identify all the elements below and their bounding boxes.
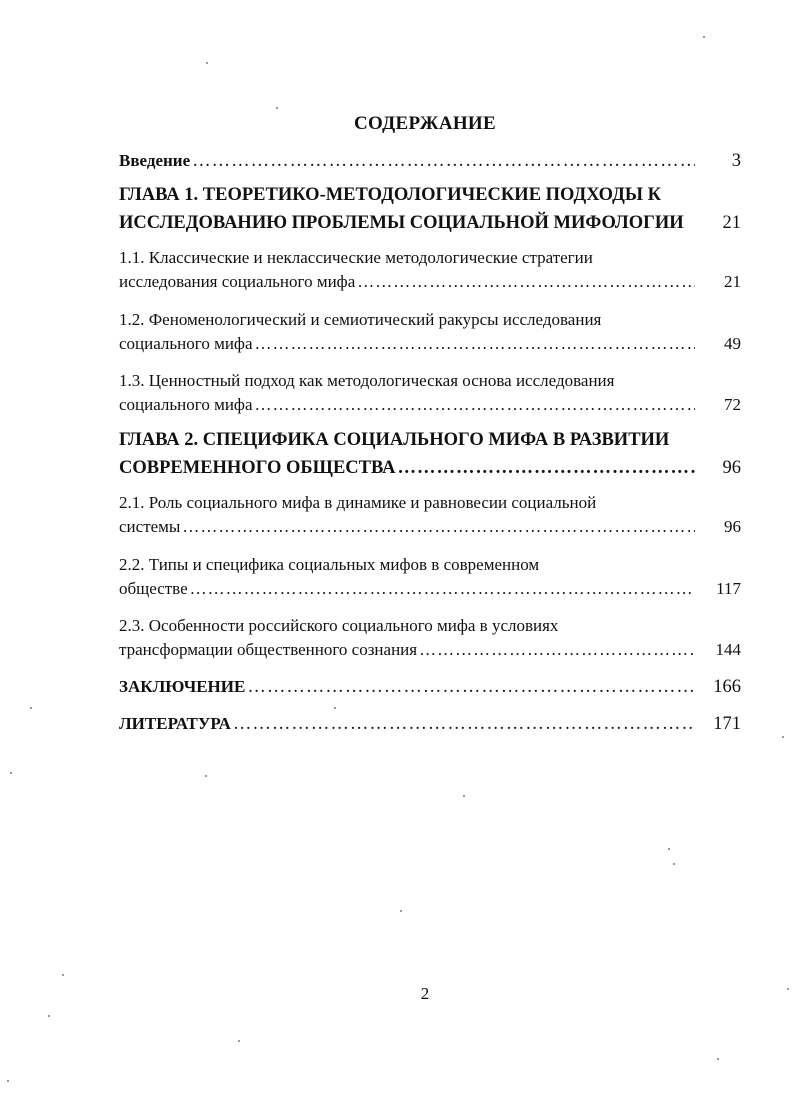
toc-entry-line: социального мифа (119, 395, 253, 414)
page-title: СОДЕРЖАНИЕ (354, 113, 496, 134)
toc-page-number: 171 (713, 714, 741, 734)
leader-dots (233, 710, 695, 738)
toc-entry-line: 2.2. Типы и специфика социальных мифов в современном (119, 555, 540, 574)
leader-dots (247, 673, 695, 701)
scan-speck (463, 795, 465, 797)
toc-entry-section-2-2[interactable] (119, 553, 741, 601)
toc-entry-label: ЛИТЕРАТУРА (119, 714, 231, 733)
toc-entry-line: СОВРЕМЕННОГО ОБЩЕСТВА (119, 458, 396, 478)
leader-dots (255, 393, 696, 417)
toc-page-number: 21 (724, 272, 741, 291)
leader-dots (398, 454, 695, 482)
toc-entry-line: системы (119, 517, 181, 536)
leader-dots (182, 515, 695, 539)
leader-dots (419, 638, 695, 662)
scan-speck (334, 707, 336, 709)
toc-entry-line: 2.3. Особенности российского социального мифа в условиях (119, 616, 559, 635)
toc-entry-line: ИССЛЕДОВАНИЮ ПРОБЛЕМЫ СОЦИАЛЬНОЙ МИФОЛОГИИ (119, 213, 684, 233)
toc-entry-chapter-2[interactable] (119, 426, 741, 482)
toc-entry-line: социального мифа (119, 334, 253, 353)
toc-entry-section-1-1[interactable] (119, 246, 741, 294)
toc-page-number: 144 (715, 640, 741, 659)
scan-speck (30, 707, 32, 709)
toc-page-number: 166 (713, 677, 741, 697)
toc-entry-line: обществе (119, 579, 188, 598)
toc-entry-line: 1.1. Классические и неклассические методологические стратегии (119, 248, 593, 267)
toc-entry-section-1-2[interactable] (119, 308, 741, 356)
scan-speck (206, 62, 208, 64)
toc-page-number: 117 (716, 579, 741, 598)
toc-page-number: 3 (731, 151, 741, 171)
toc-page-number: 96 (722, 458, 741, 478)
scan-speck (10, 772, 12, 774)
toc-entry-literature[interactable] (119, 710, 741, 738)
leader-dots (357, 270, 695, 294)
toc-entry-line: исследования социального мифа (119, 272, 356, 291)
scan-speck (717, 1058, 719, 1060)
leader-dots (190, 577, 695, 601)
scan-speck (787, 988, 789, 990)
scan-speck (782, 736, 784, 738)
scan-speck (62, 974, 64, 976)
toc-page-number: 49 (724, 334, 741, 353)
toc-entry-line: 1.3. Ценностный подход как методологическая основа исследования (119, 371, 615, 390)
toc-entry-section-2-1[interactable] (119, 491, 741, 539)
toc-page-number: 21 (722, 213, 741, 233)
scan-speck (48, 1015, 50, 1017)
toc-page-number: 96 (724, 517, 741, 536)
toc-entry-section-1-3[interactable] (119, 369, 741, 417)
scan-speck (205, 775, 207, 777)
toc-entry-line: трансформации общественного сознания (119, 640, 418, 659)
toc-entry-conclusion[interactable] (119, 673, 741, 701)
toc-entry-section-2-3[interactable] (119, 614, 741, 662)
toc-entry-label: ЗАКЛЮЧЕНИЕ (119, 677, 246, 696)
scan-speck (703, 36, 705, 38)
toc-entry-chapter-1[interactable] (119, 181, 741, 237)
scan-speck (238, 1040, 240, 1042)
toc-entry-intro[interactable] (119, 147, 741, 175)
toc-entry-line: 1.2. Феноменологический и семиотический ракурсы исследования (119, 310, 602, 329)
toc-entry-line: 2.1. Роль социального мифа в динамике и равновесии социальной (119, 493, 597, 512)
toc-entry-label: Введение (119, 151, 191, 170)
toc-entry-line: ГЛАВА 1. ТЕОРЕТИКО-МЕТОДОЛОГИЧЕСКИЕ ПОДХОДЫ К (119, 185, 662, 205)
leader-dots (192, 147, 695, 175)
toc-page-number: 72 (724, 395, 741, 414)
scan-speck (276, 107, 278, 109)
scan-speck (400, 910, 402, 912)
toc-entry-line: ГЛАВА 2. СПЕЦИФИКА СОЦИАЛЬНОГО МИФА В РАЗВИТИИ (119, 430, 670, 450)
page-number: 2 (420, 984, 430, 1003)
leader-dots (255, 332, 696, 356)
scan-speck (673, 863, 675, 865)
scan-speck (7, 1080, 9, 1082)
scan-speck (668, 848, 670, 850)
